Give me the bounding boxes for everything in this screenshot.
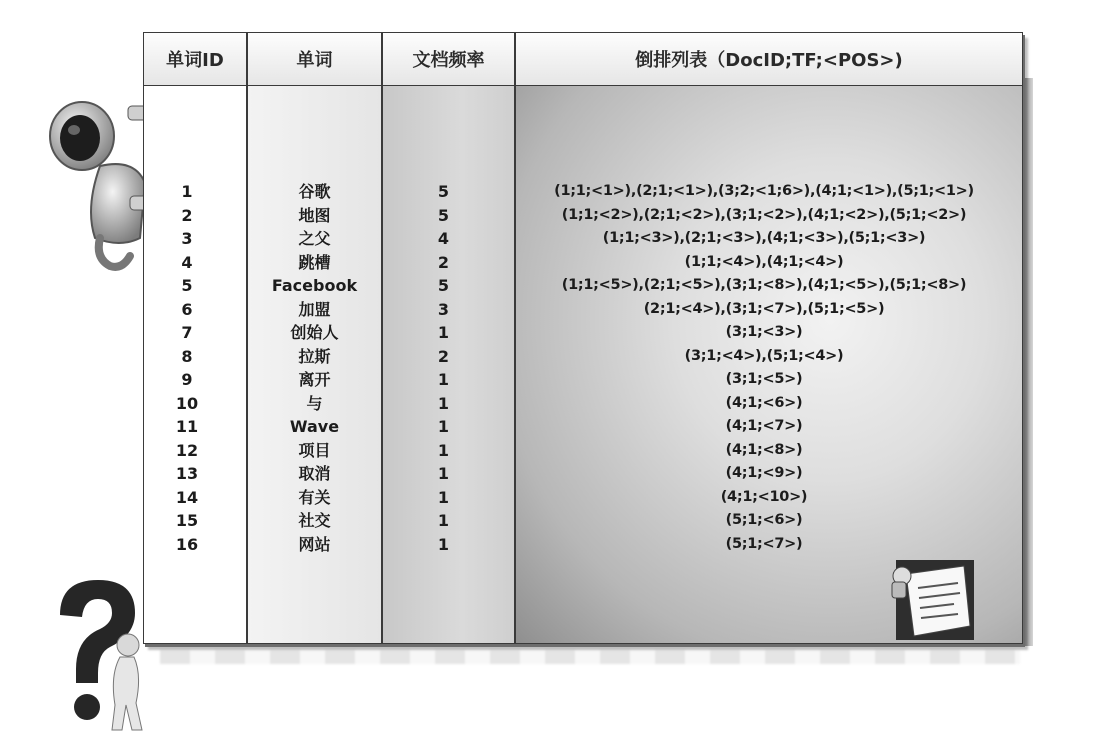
doc-frequency-cell: 2 [437, 346, 450, 366]
word-id-cell: 4 [181, 252, 193, 272]
doc-frequency-cell: 5 [437, 205, 450, 225]
header-word: 单词 [247, 32, 382, 86]
postings-cell: (1;1;<5>),(2;1;<5>),(3;1;<8>),(4;1;<5>),(5;1;<8>) [561, 277, 967, 293]
word-id-cell: 5 [181, 276, 193, 295]
postings-cell: (5;1;<7>) [725, 535, 803, 552]
word-id-cell: 7 [181, 323, 193, 342]
postings-cell: (1;1;<2>),(2;1;<2>),(3;1;<2>),(4;1;<2>),(5;1;<2>) [561, 206, 967, 223]
postings-cell: (4;1;<8>) [725, 441, 803, 458]
word-id-cell: 15 [175, 511, 199, 530]
word-id-cell: 9 [181, 370, 193, 389]
word-id-cell: 3 [181, 229, 193, 248]
postings-cell: (4;1;<10>) [720, 488, 808, 505]
word-id-cell: 10 [175, 393, 199, 413]
column-postings-list [515, 86, 1023, 644]
doc-frequency-cell: 1 [437, 534, 450, 554]
column-doc-frequency [382, 86, 515, 644]
postings-cell: (4;1;<6>) [725, 394, 803, 411]
word-cell: 项目 [298, 440, 331, 460]
sticky-note-icon [888, 556, 978, 642]
postings-cell: (3;1;<3>) [725, 324, 803, 340]
word-id-cell: 6 [181, 299, 193, 319]
question-mark-figure-icon [40, 575, 170, 735]
word-cell: 创始人 [290, 323, 339, 342]
doc-frequency-cell: 1 [437, 393, 450, 413]
postings-cell: (5;1;<6>) [725, 512, 803, 528]
postings-cell: (1;1;<4>),(4;1;<4>) [684, 253, 844, 270]
doc-frequency-cell: 1 [437, 511, 450, 530]
doc-frequency-cell: 1 [437, 417, 450, 436]
doc-frequency-cell: 1 [437, 464, 450, 483]
header-word-id: 单词ID [143, 32, 247, 86]
word-cell: 有关 [298, 487, 331, 507]
doc-frequency-cell: 4 [437, 229, 450, 248]
doc-frequency-cell: 1 [437, 370, 450, 389]
board-side-edge [1022, 78, 1033, 646]
word-cell: 取消 [298, 464, 331, 483]
doc-frequency-cell: 1 [437, 440, 450, 460]
word-id-cell: 1 [181, 182, 193, 201]
word-cell: 网站 [298, 534, 331, 554]
postings-cell: (4;1;<7>) [725, 418, 803, 434]
word-id-cell: 11 [175, 417, 199, 436]
column-word [247, 86, 382, 644]
word-cell: 地图 [298, 205, 331, 225]
postings-cell: (1;1;<3>),(2;1;<3>),(4;1;<3>),(5;1;<3>) [602, 230, 926, 246]
doc-frequency-cell: 2 [437, 252, 450, 272]
word-cell: 离开 [298, 370, 331, 389]
postings-cell: (3;1;<4>),(5;1;<4>) [684, 347, 844, 364]
word-cell: 加盟 [298, 299, 331, 319]
word-id-cell: 13 [175, 464, 199, 483]
doc-frequency-cell: 5 [437, 182, 450, 201]
doc-frequency-cell: 3 [437, 299, 450, 319]
word-id-cell: 2 [181, 205, 193, 225]
board-reflection [160, 650, 1020, 664]
word-cell: 之父 [298, 229, 331, 248]
word-cell: 与 [306, 393, 323, 413]
column-word-id [143, 86, 247, 644]
header-doc-frequency: 文档频率 [382, 32, 515, 86]
word-cell: Facebook [271, 276, 358, 295]
inverted-index-table [143, 32, 1023, 644]
postings-cell: (3;1;<5>) [725, 371, 803, 387]
word-cell: Wave [289, 417, 340, 436]
doc-frequency-cell: 1 [437, 487, 450, 507]
word-id-cell: 14 [175, 487, 199, 507]
word-id-cell: 12 [175, 440, 199, 460]
word-cell: 社交 [298, 511, 331, 530]
word-id-cell: 16 [175, 534, 199, 554]
word-cell: 跳槽 [298, 252, 331, 272]
word-cell: 拉斯 [298, 346, 331, 366]
postings-cell: (2;1;<4>),(3;1;<7>),(5;1;<5>) [643, 300, 885, 317]
doc-frequency-cell: 5 [437, 276, 450, 295]
doc-frequency-cell: 1 [437, 323, 450, 342]
word-id-cell: 8 [181, 346, 193, 366]
header-postings-list: 倒排列表（DocID;TF;<POS>) [515, 32, 1023, 86]
postings-cell: (1;1;<1>),(2;1;<1>),(3;2;<1;6>),(4;1;<1>),(5;1;<1>) [554, 183, 974, 199]
word-cell: 谷歌 [298, 182, 331, 201]
postings-cell: (4;1;<9>) [725, 465, 803, 481]
